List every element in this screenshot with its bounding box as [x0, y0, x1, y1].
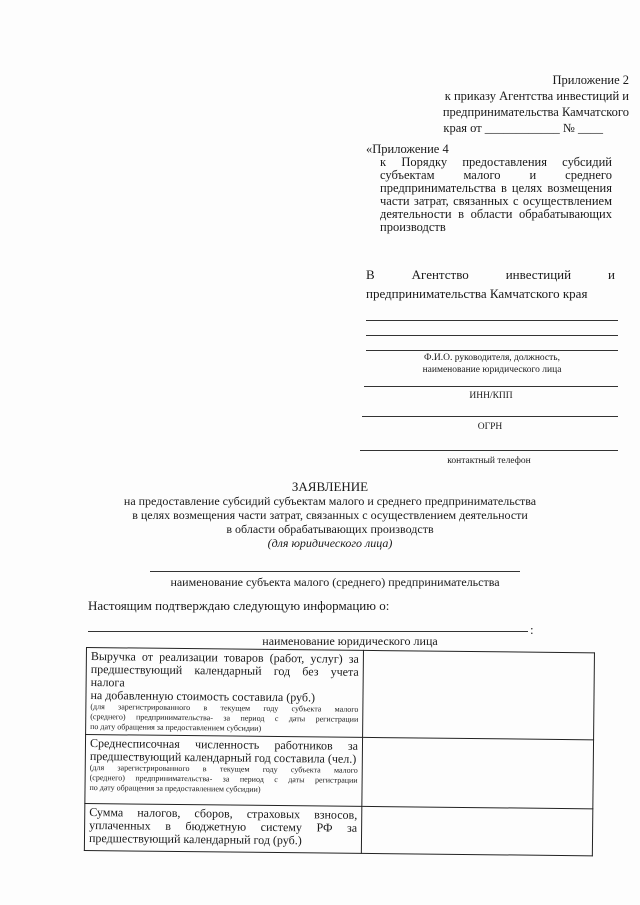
- row-employees-value[interactable]: [362, 737, 594, 808]
- addressee-line-2: предпринимательства Камчатского края: [366, 286, 588, 301]
- appendix4-title: «Приложение 4: [366, 142, 449, 156]
- row-revenue-value[interactable]: [363, 650, 595, 739]
- header-agency-line: предпринимательства Камчатского: [442, 105, 629, 119]
- row-revenue-text-3: на добавленную стоимость составила (руб.): [90, 688, 316, 705]
- appendix4-line-1: к Порядку предоставления субсидий: [380, 155, 612, 169]
- row-revenue-text-2: предшествующий календарный год без учета налога: [90, 662, 359, 690]
- statement-subtitle-line-3: в области обрабатывающих производств: [226, 522, 434, 536]
- header-block: [380, 72, 629, 136]
- table-row-revenue: [86, 648, 595, 740]
- caption-subject-name: наименование субъекта малого (среднего) предпринимательства: [170, 575, 500, 589]
- addressee-line-1: В Агентство инвестиций и: [366, 267, 615, 282]
- appendix4-line-4: части затрат, связанных с осуществлением: [380, 194, 612, 208]
- statement-subtitle: [70, 494, 590, 550]
- caption-phone: контактный телефон: [447, 456, 531, 466]
- statement-subtitle-line-2: в целях возмещения части затрат, связанных с осуществлением деятельности: [132, 508, 528, 522]
- statement-subtitle-line-4: (для юридического лица): [267, 536, 393, 550]
- caption-ogrn: ОГРН: [477, 422, 503, 432]
- inn-blank-line: [364, 386, 618, 387]
- appendix4-line-5: деятельности в области обрабатывающих: [380, 207, 612, 221]
- row-taxes-text-3: предшествующий календарный год (руб.): [88, 831, 302, 848]
- caption-fio: [366, 352, 618, 376]
- caption-inn: ИНН/КПП: [469, 391, 513, 401]
- addressee-blank-line-3: [366, 350, 618, 351]
- legal-name-colon: :: [530, 622, 534, 637]
- addressee-blank-line-2: [366, 335, 618, 336]
- subject-name-line: [150, 571, 520, 572]
- statement-title: ЗАЯВЛЕНИЕ: [291, 479, 369, 494]
- legal-name-line: [88, 631, 528, 632]
- confirm-text: Настоящим подтверждаю следующую информацию о:: [88, 598, 390, 613]
- row-taxes-label: [84, 803, 361, 853]
- table-row-taxes: [84, 803, 592, 855]
- row-revenue-note-1: (для зарегистрированного в текущем году субъекта малого: [90, 702, 359, 714]
- caption-legal-name: наименование юридического лица: [262, 634, 438, 648]
- statement-subtitle-line-1: на предоставление субсидий субъектам малого и среднего предпринимательства: [123, 494, 537, 508]
- table-row-employees: [85, 735, 594, 809]
- phone-blank-line: [360, 450, 618, 451]
- appendix4-line-3: предпринимательства в целях возмещения: [380, 181, 612, 195]
- header-date-line: края от ____________ № ____: [443, 121, 603, 135]
- row-employees-note-2: (среднего) предпринимательства- за период с даты регистрации: [89, 773, 358, 785]
- row-taxes-text-2: уплаченных в бюджетную систему РФ за: [89, 818, 358, 835]
- row-revenue-label: [86, 648, 364, 738]
- row-employees-text-1: Среднесписочная численность работников за: [89, 736, 359, 753]
- header-order-line: к приказу Агентства инвестиций и: [444, 89, 629, 103]
- ogrn-blank-line: [362, 416, 618, 417]
- info-table: [84, 647, 595, 856]
- row-revenue-note-3: по дату обращения за предоставлением субсидии): [90, 722, 262, 733]
- row-revenue-note-2: (среднего) предпринимательства- за период с даты регистрации: [90, 712, 359, 724]
- appendix4-block: [366, 143, 612, 234]
- row-employees-label: [85, 735, 363, 807]
- row-employees-note-3: по дату обращения за предоставлением субсидии): [89, 783, 261, 794]
- row-employees-note-1: (для зарегистрированного в текущем году субъекта малого: [89, 763, 358, 775]
- caption-fio-line-2: наименование юридического лица: [422, 365, 562, 375]
- addressee-blank-line-1: [366, 320, 618, 321]
- row-taxes-text-1: Сумма налогов, сборов, страховых взносов,: [89, 805, 358, 822]
- header-appendix-number: Приложение 2: [552, 73, 629, 87]
- caption-fio-line-1: Ф.И.О. руководителя, должность,: [424, 353, 560, 363]
- appendix4-line-2: субъектам малого и среднего: [380, 168, 612, 182]
- row-employees-text-2: предшествующий календарный год составила (чел.): [89, 749, 357, 766]
- row-taxes-value[interactable]: [361, 806, 592, 855]
- appendix4-last-line: производств: [380, 220, 446, 234]
- row-revenue-text-1: Выручка от реализации товаров (работ, услуг) за: [90, 649, 359, 666]
